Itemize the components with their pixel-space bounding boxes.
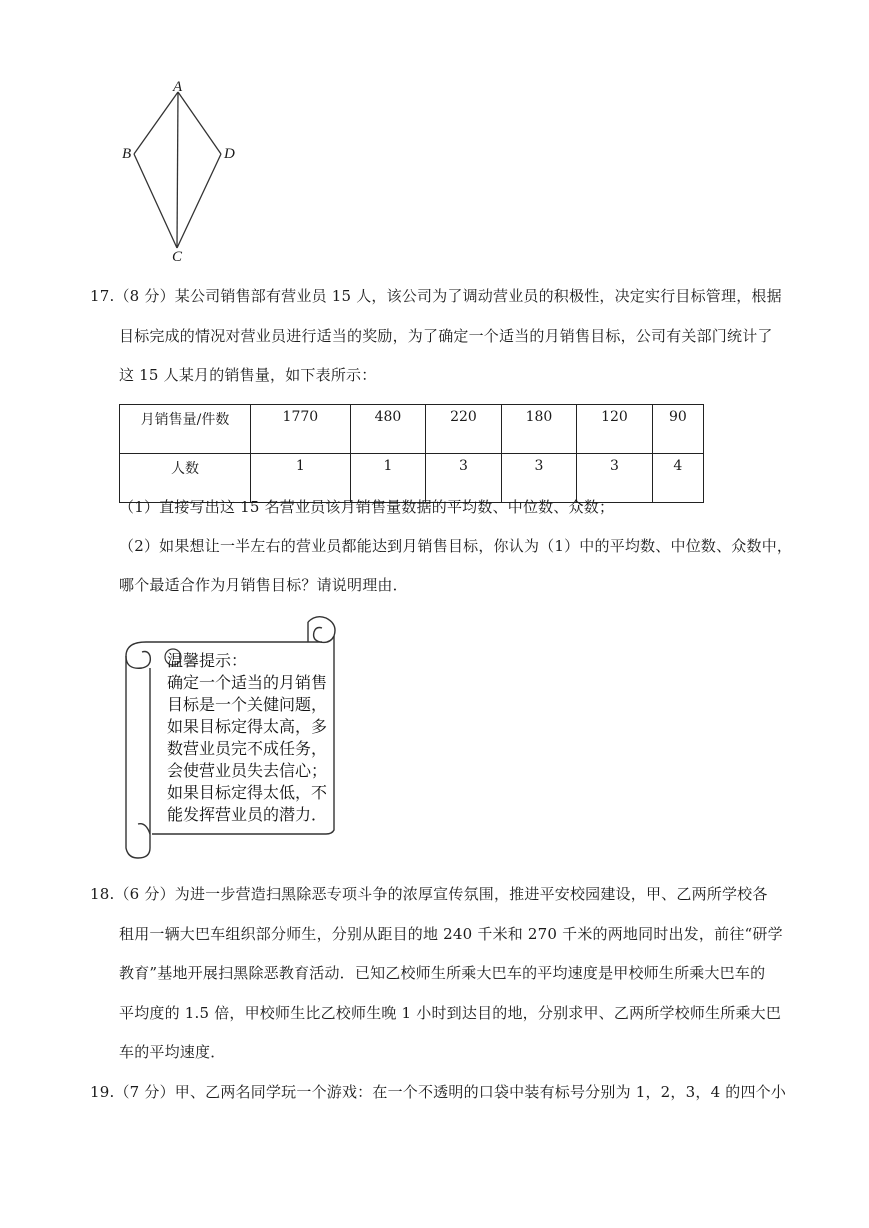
table-cell: 220 [426, 405, 502, 454]
table-cell: 3 [426, 454, 502, 503]
q17-sub-1: （1）直接写出这 15 名营业员该月销售量数据的平均数、中位数、众数； [119, 498, 615, 516]
segment-bc [134, 154, 177, 248]
q17-line-3: 这 15 人某月的销售量，如下表所示： [119, 366, 377, 384]
scroll-top-curl [308, 617, 335, 643]
hint-line-3: 目标是一个关健问题， [167, 695, 328, 714]
table-cell: 1770 [251, 405, 351, 454]
table-cell: 180 [501, 405, 577, 454]
segment-ad [178, 92, 221, 154]
kite-figure [110, 78, 250, 268]
table-cell: 3 [501, 454, 577, 503]
table-cell: 90 [652, 405, 703, 454]
vertex-label-b: B [122, 146, 132, 162]
q18-line-1: 18.（6 分）为进一步营造扫黑除恶专项斗争的浓厚宣传氛围，推进平安校园建设，甲、乙两所学校各 [90, 885, 768, 903]
hint-line-5: 数营业员完不成任务， [167, 739, 328, 758]
hint-line-2: 确定一个适当的月销售 [167, 673, 328, 692]
segment-ab [134, 92, 178, 154]
sales-table [119, 404, 704, 503]
q17-line-2: 目标完成的情况对营业员进行适当的奖励，为了确定一个适当的月销售目标，公司有关部门统计了 [119, 327, 773, 345]
hint-line-4: 如果目标定得太高，多 [167, 717, 328, 736]
hint-line-7: 如果目标定得太低，不 [167, 783, 328, 802]
segment-ac [177, 92, 178, 248]
scroll-left-roll [126, 642, 150, 668]
vertex-label-a: A [173, 79, 183, 95]
table-cell: 120 [577, 405, 653, 454]
vertex-label-c: C [172, 249, 183, 265]
table-cell: 1 [350, 454, 426, 503]
table-cell: 1 [251, 454, 351, 503]
q18-line-4: 平均度的 1.5 倍，甲校师生比乙校师生晚 1 小时到达目的地，分别求甲、乙两所学校师生所乘大巴 [119, 1004, 782, 1022]
table-cell: 月销售量/件数 [120, 405, 251, 454]
q18-line-3: 教育”基地开展扫黑除恶教育活动．已知乙校师生所乘大巴车的平均速度是甲校师生所乘大巴车的 [119, 964, 766, 982]
table-cell: 人数 [120, 454, 251, 503]
hint-line-8: 能发挥营业员的潜力． [167, 805, 328, 824]
table-cell: 480 [350, 405, 426, 454]
table-cell: 4 [652, 454, 703, 503]
table-row-sales [120, 405, 704, 454]
hint-line-6: 会使营业员失去信心； [167, 761, 328, 780]
q17-sub-2-line-2: 哪个最适合作为月销售目标？请说明理由． [119, 576, 408, 594]
segment-dc [177, 154, 221, 248]
q17-sub-2-line-1: （2）如果想让一半左右的营业员都能达到月销售目标，你认为（1）中的平均数、中位数、众数中， [119, 537, 793, 555]
q18-line-5: 车的平均速度． [119, 1043, 226, 1061]
q18-line-2: 租用一辆大巴车组织部分师生，分别从距目的地 240 千米和 270 千米的两地同时出发，前往“研学 [119, 925, 783, 943]
q17-line-1: 17.（8 分）某公司销售部有营业员 15 人，该公司为了调动营业员的积极性，决定实行目标管理，根据 [90, 287, 782, 305]
hint-line-1: 温馨提示： [167, 651, 248, 670]
q19-line-1: 19.（7 分）甲、乙两名同学玩一个游戏：在一个不透明的口袋中装有标号分别为 1，2，3，4 的四个小 [90, 1083, 787, 1101]
vertex-label-d: D [224, 146, 235, 162]
table-cell: 3 [577, 454, 653, 503]
